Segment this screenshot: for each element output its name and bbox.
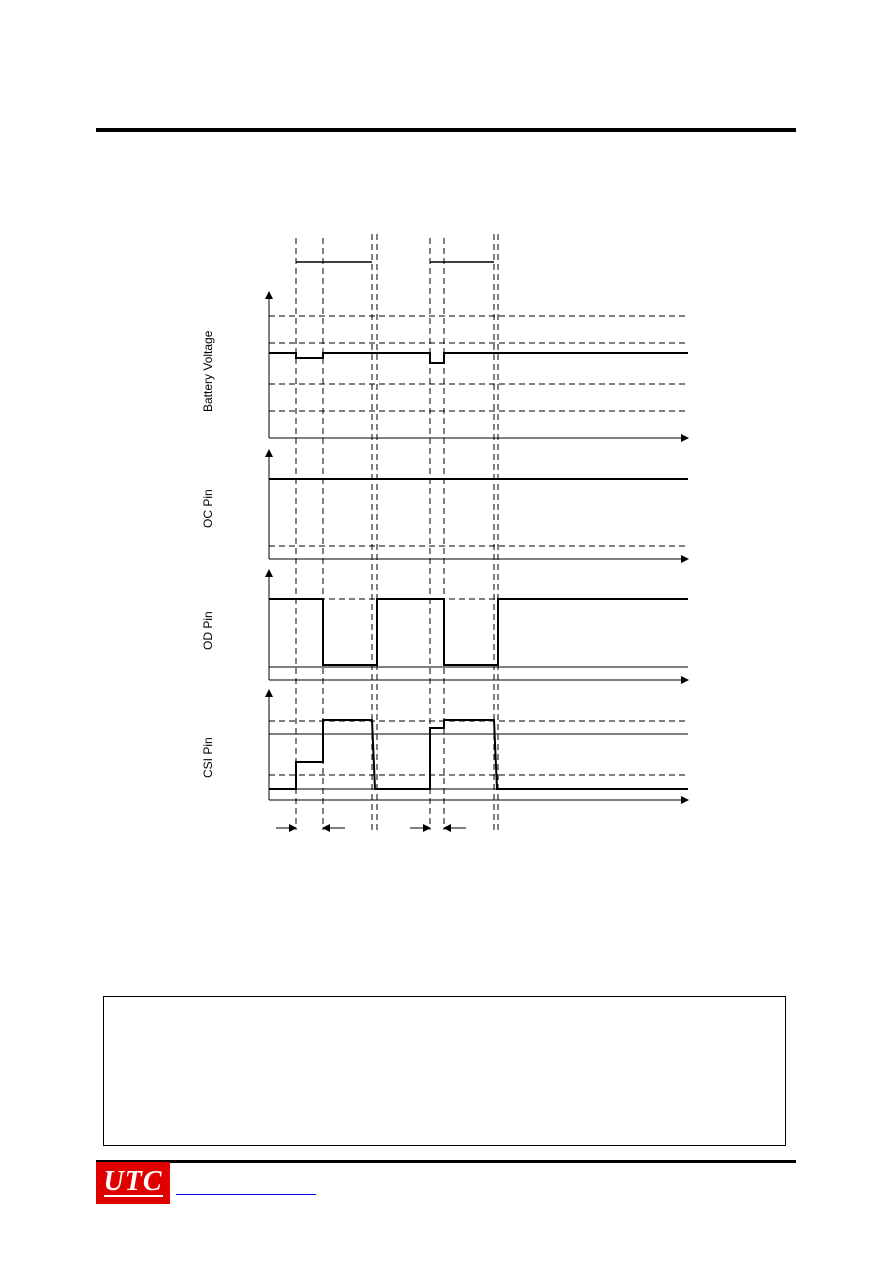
csi-pin-label: CSI Pin [201, 737, 215, 778]
od-pin-label: OD Pin [201, 611, 215, 650]
utc-logo-text: UTC [103, 1166, 163, 1197]
footer-link[interactable] [176, 1194, 316, 1195]
oc-pin-label: OC Pin [201, 489, 215, 528]
od-pin-waveform [269, 599, 688, 665]
battery-voltage-waveform [269, 353, 688, 363]
csi-pin-waveform [269, 720, 688, 789]
footer-rule [96, 1160, 796, 1163]
notice-box [103, 996, 786, 1146]
utc-logo [96, 1162, 170, 1204]
battery-voltage-label: Battery Voltage [201, 330, 215, 412]
timing-lines [296, 234, 498, 830]
od-pin-panel [201, 570, 688, 680]
